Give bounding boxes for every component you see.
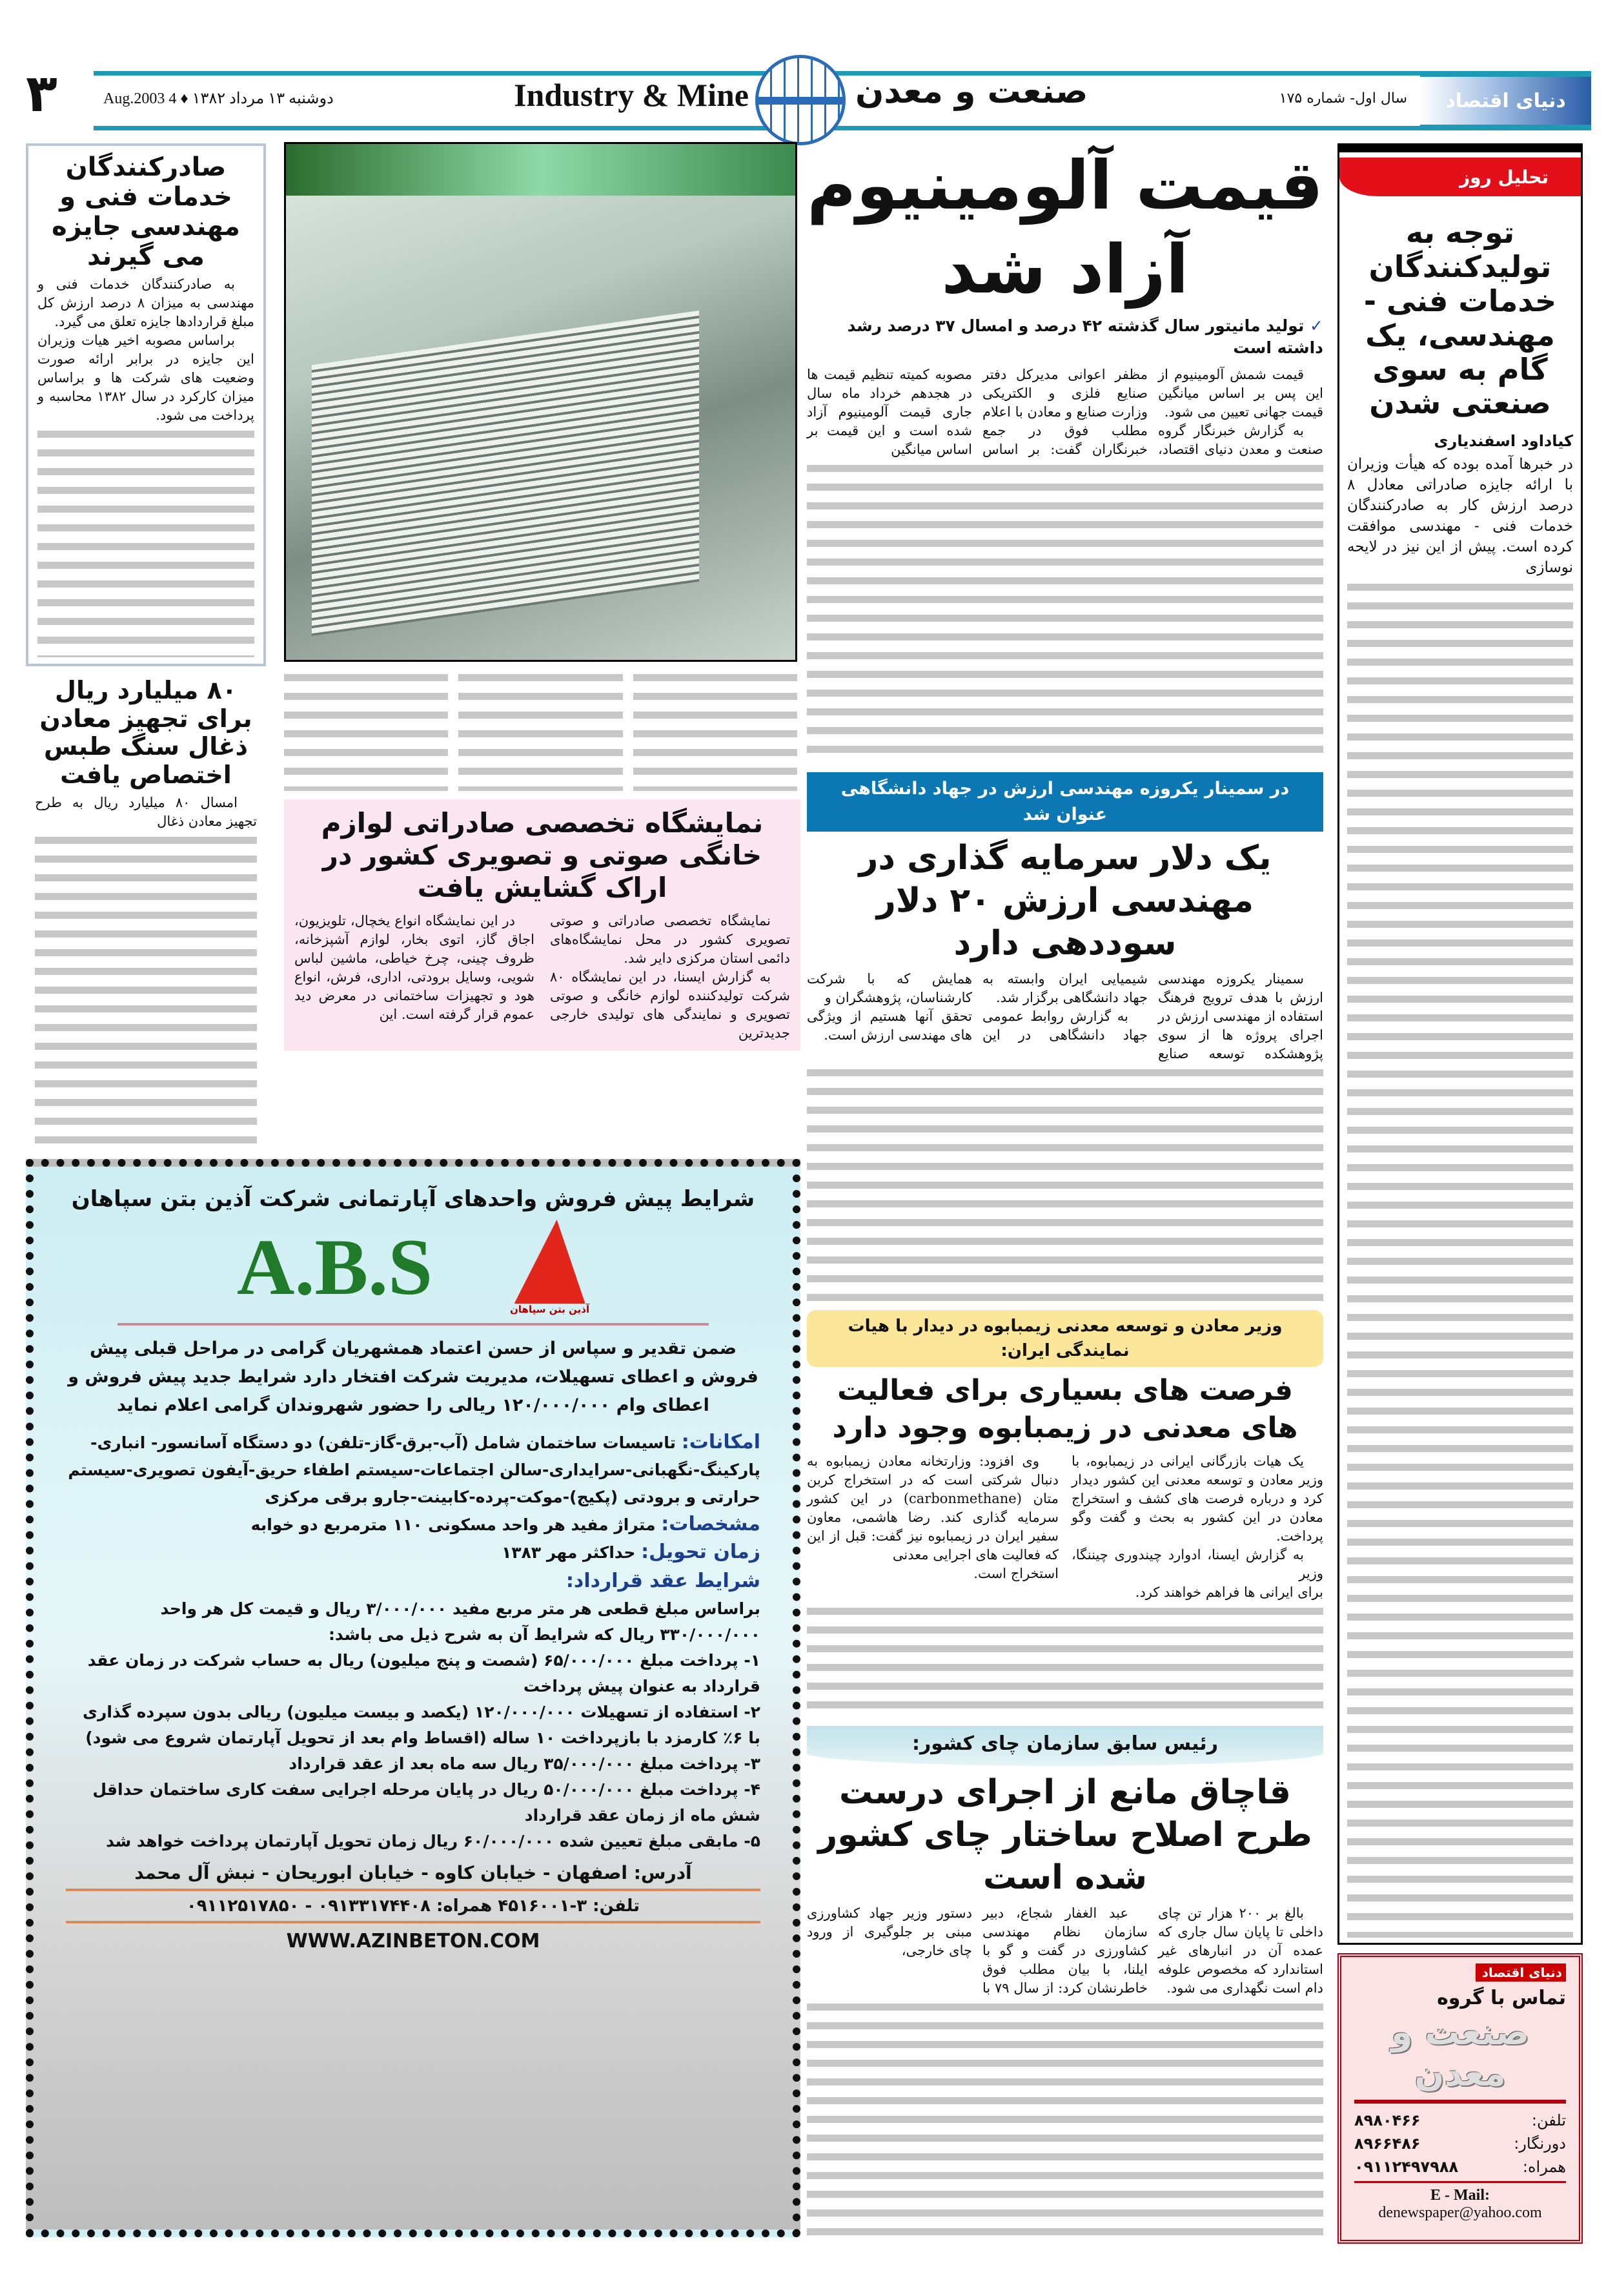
ad-term-3: ۳- پرداخت مبلغ ۳۵/۰۰۰/۰۰۰ ریال سه ماه بعد از عقد قرارداد <box>289 1754 760 1773</box>
issue-number: سال اول- شماره ۱۷۵ <box>1279 90 1407 107</box>
aluminum-text-lines <box>807 459 1323 763</box>
left2-p1: امسال ۸۰ میلیارد ریال به طرح تجهیز معادن ذغال <box>35 794 257 829</box>
email-label: E - Mail: <box>1430 2187 1490 2204</box>
ad-brand-row <box>66 1220 760 1315</box>
aluminum-headline-1: قیمت آلومینیوم <box>807 146 1323 225</box>
ad-delivery-label: زمان تحویل: <box>641 1541 760 1563</box>
left1-headline: صادرکنندگان خدمات فنی و مهندسی جایزه می گیرند <box>52 152 240 271</box>
aluminum-body <box>807 365 1323 763</box>
ad-facilities-label: امکانات: <box>681 1431 760 1453</box>
middle-text-lines <box>284 668 448 791</box>
exhibition-p3: در این نمایشگاه انواع یخچال، تلویزیون، اجاق گاز، اتوی بخار، لوازم آشپزخانه، ظروف چینی، چرخ خیاطی، ماشین لباس شویی، وسایل برودتی، اداری، فرش، انواع هود و تجهیزات ساختمانی در معرض دید عموم قرار گرفته است. این <box>294 913 534 1022</box>
mobile-label: همراه: <box>1522 2158 1566 2176</box>
tea-headline: قاچاق مانع از اجرای درست طرح اصلاح ساختار چای کشور شده است <box>818 1773 1312 1897</box>
ad-specs-text: متراژ مفید هر واحد مسکونی ۱۱۰ مترمربع دو خوابه <box>250 1515 656 1534</box>
ad-delivery-text: حداکثر مهر ۱۳۸۳ <box>502 1543 636 1562</box>
zimbabwe-body <box>807 1452 1323 1717</box>
seminar-body <box>807 970 1323 1301</box>
contact-phone-row <box>1354 2111 1566 2129</box>
fax-value: ۸۹۶۶۴۸۶ <box>1354 2135 1421 2153</box>
aluminum-subhead-text: تولید مانیتور سال گذشته ۴۲ درصد و امسال ۳۷ درصد رشد داشته است <box>847 316 1323 357</box>
phone-value: ۸۹۸۰۴۶۶ <box>1354 2111 1421 2129</box>
ad-term-1: ۱- پرداخت مبلغ ۶۵/۰۰۰/۰۰۰ (شصت و پنج میلیون) ریال به حساب شرکت در زمان عقد قرارداد به عنوان پیش پرداخت <box>87 1651 760 1696</box>
ad-facilities-text: تاسیسات ساختمان شامل (آب-برق-گاز-تلفن) دو دستگاه آسانسور- انباری-پارکینگ-نگهبانی-سرایداری-سالن اجتماعات-سیستم اطفاء حریق-آیفون تصویری-سیستم حرارتی و برودتی (پکیج)-موکت-پرده-کابینت-جارو برقی مرکزی <box>68 1433 760 1506</box>
aluminum-columns <box>807 365 1323 459</box>
contact-divider-2 <box>1354 2181 1566 2183</box>
editorial-author: کیاداود اسفندیاری <box>1434 432 1573 451</box>
exhibition-col-2 <box>294 912 534 1043</box>
tea-text-lines <box>807 1998 1323 2235</box>
aluminum-sheets-photo <box>284 142 797 662</box>
left2-headline: ۸۰ میلیارد ریال برای تجهیز معادن ذغال سنگ طبس اختصاص یافت <box>39 676 252 790</box>
tea-p1: بالغ بر ۲۰۰ هزار تن چای داخلی تا پایان سال جاری که عمده آن در انبارهای غیر استاندارد که مخصوص علوفه دام است نگهداری می شود. <box>1158 1905 1323 1996</box>
seminar-p2: به گزارش روابط عمومی جهاد دانشگاهی در این همایش که با شرکت کارشناسان، پژوهشگران و <box>807 970 1148 1043</box>
editorial-paragraph: در خبرها آمده بوده که هیأت وزیران با ارائه جایزه صادراتی معادل ۸ درصد ارزش کار به صادرکنندگان خدمات فنی - مهندسی موافقت کرده است. پیش از این نیز در لایحه نوسازی <box>1347 456 1573 577</box>
zimbabwe-p3: وی افزود: وزارتخانه معادن زیمبابوه به دنبال شرکتی است که در استخراج کربن متان (carbonmethane) در این کشور سرمایه گذاری کند. رضا هاشمی، معاون سفیر ایران در زیمبابوه نیز گفت: قبل از این که فعالیت های اجرایی معدنی <box>807 1453 1059 1563</box>
zimbabwe-p5: استخراج است. <box>973 1565 1059 1581</box>
contact-brand: صنعت و معدن <box>1390 2012 1530 2094</box>
zimbabwe-text-lines <box>807 1602 1323 1717</box>
header-date: دوشنبه ۱۳ مرداد ۱۳۸۲ ♦ 4 Aug.2003 <box>103 90 334 107</box>
exhibition-p1: نمایشگاه تخصصی صادراتی و صوتی تصویری کشور در محل نمایشگاه‌های دائمی استان مرکزی دایر شد. <box>550 913 790 966</box>
center-column <box>807 143 1323 2235</box>
ad-terms-intro: براساس مبلغ قطعی هر متر مربع مفید ۳/۰۰۰/۰۰۰ ریال و قیمت کل هر واحد ۳۳۰/۰۰۰/۰۰۰ ریال که شرایط آن به شرح ذیل می باشد: <box>160 1599 760 1644</box>
zimbabwe-p1: یک هیات بازرگانی ایرانی در زیمبابوه، با وزیر معادن و توسعه معدنی این کشور دیدار کرد و درباره فرصت های کشف و استخراج معادن در این کشور به بحث و گفت وگو پرداخت. <box>1072 1453 1323 1544</box>
left1-p1: به صادرکنندگان خدمات فنی و مهندسی به میزان ۸ درصد ارزش کل مبلغ قراردادها جایزه تعلق می گیرد. <box>37 276 254 329</box>
exhibition-col-1 <box>550 912 790 1043</box>
mobile-value: ۰۹۱۱۲۴۹۷۹۸۸ <box>1354 2158 1459 2176</box>
contact-divider <box>1354 2100 1566 2104</box>
zimbabwe-kicker: وزیر معادن و توسعه معدنی زیمبابوه در دیدار با هیات نمایندگی ایران: <box>807 1310 1323 1367</box>
left1-p2: براساس مصوبه اخیر هیات وزیران این جایزه در برابر ارائه صورت وضعیت های شرکت ها و براساس میزان کارکرد در سال ۱۳۸۲ محاسبه و پرداخت می شود. <box>37 333 254 423</box>
tea-body <box>807 1904 1323 2235</box>
aluminum-headline-2: آزاد شد <box>941 230 1189 309</box>
email-link[interactable]: denewspaper@yahoo.com <box>1378 2204 1542 2221</box>
middle-text-lines <box>633 668 797 791</box>
aluminum-subhead <box>807 315 1323 359</box>
exhibition-body <box>294 912 790 1043</box>
tea-kicker: رئیس سابق سازمان چای کشور: <box>807 1726 1323 1766</box>
abs-advertisement <box>26 1159 800 2237</box>
ad-logo-caption: آذین بتن سپاهان <box>510 1304 590 1315</box>
ad-arc-title: شرایط پیش فروش واحدهای آپارتمانی شرکت آذین بتن سپاهان <box>71 1186 755 1212</box>
contact-logo: دنیای اقتصاد <box>1476 1963 1566 1982</box>
left-article-1 <box>26 143 266 666</box>
ad-divider <box>117 1323 709 1326</box>
ad-phone: تلفن: ۳-۴۵۱۶۰۰۱ همراه: ۰۹۱۳۳۱۷۴۴۰۸ - ۰۹۱۱۲۵۱۷۸۵۰ <box>66 1896 760 1923</box>
tea-columns <box>807 1904 1323 1998</box>
exhibition-article <box>284 799 800 1051</box>
ad-delivery <box>66 1539 760 1566</box>
editorial-body-text <box>1347 578 1573 1938</box>
zimbabwe-p2: به گزارش ایسنا، ادوارد چیندوری چیننگا، وزیر <box>1072 1546 1323 1581</box>
ad-term-5: ۵- مابقی مبلغ تعیین شده ۶۰/۰۰۰/۰۰۰ ریال زمان تحویل آپارتمان پرداخت خواهد شد <box>106 1832 760 1850</box>
ad-facilities <box>66 1429 760 1511</box>
editorial-column <box>1337 143 1583 1945</box>
ad-logo <box>510 1220 589 1315</box>
ad-specs <box>66 1511 760 1539</box>
editorial-kicker: تحلیل روز <box>1339 158 1581 196</box>
seminar-headline: یک دلار سرمایه گذاری در مهندسی ارزش ۲۰ دلار سوددهی دارد <box>859 838 1272 963</box>
ad-website[interactable]: WWW.AZINBETON.COM <box>286 1930 540 1953</box>
fax-label: دورنگار: <box>1514 2135 1566 2153</box>
zimbabwe-p4: برای ایرانی ها فراهم خواهند کرد. <box>1135 1584 1323 1600</box>
ad-brand: A.B.S <box>236 1223 433 1311</box>
globe-icon <box>755 55 846 145</box>
middle-body <box>284 668 797 791</box>
contact-fax-row <box>1354 2135 1566 2153</box>
ad-term-4: ۴- پرداخت مبلغ ۵۰/۰۰۰/۰۰۰ ریال در پایان مرحله اجرایی سفت کاری ساختمان حداقل شش ماه از زمان عقد قرارداد <box>92 1780 760 1825</box>
title-persian: صنعت و معدن <box>855 72 1088 111</box>
seminar-columns <box>807 970 1323 1063</box>
triangle-logo-icon <box>514 1220 585 1304</box>
exhibition-headline: نمایشگاه تخصصی صادراتی لوازم خانگی صوتی و تصویری کشور در اراک گشایش یافت <box>321 807 764 903</box>
ad-specs-label: مشخصات: <box>661 1513 760 1535</box>
contact-mobile-row <box>1354 2158 1566 2176</box>
left2-text-lines <box>35 831 257 1144</box>
aluminum-p1: قیمت شمش آلومینیوم از این پس بر اساس میانگین قیمت جهانی تعیین می شود. <box>1158 367 1323 420</box>
ad-term-2: ۲- استفاده از تسهیلات ۱۲۰/۰۰۰/۰۰۰ (یکصد و بیست میلیون) ریالی بدون سپرده گذاری با ۶٪ کارمزد با بازپرداخت ۱۰ ساله (اقساط وام بعد از تحویل آپارتمان شروع می شود) <box>83 1703 760 1747</box>
ad-terms-label: شرایط عقد قرارداد: <box>565 1570 760 1592</box>
ad-address: آدرس: اصفهان - خیابان کاوه - خیابان ابوریحان - نبش آل محمد <box>66 1862 760 1891</box>
seminar-kicker: در سمینار یکروزه مهندسی ارزش در جهاد دانشگاهی عنوان شد <box>807 772 1323 832</box>
seminar-p3: تحقق آنها هستیم از ویژگی های مهندسی ارزش است. <box>807 1008 972 1043</box>
tea-p2: عبد الغفار شجاع، دبیر سازمان نظام مهندسی کشاورزی در گفت و گو با ایلنا، با بیان مطلب فوق خاطرنشان کرد: از سال ۷۹ با دستور وزیر جهاد کشاورزی مبنی بر جلوگیری از ورود چای خارجی، <box>807 1905 1148 1996</box>
contact-box <box>1337 1953 1583 2244</box>
zimbabwe-columns <box>807 1452 1323 1602</box>
middle-text-lines <box>458 668 622 791</box>
phone-label: تلفن: <box>1531 2111 1566 2129</box>
contact-title: تماس با گروه <box>1437 1987 1566 2009</box>
left1-text-lines <box>37 425 254 657</box>
seminar-p1: سمینار یکروزه مهندسی ارزش با هدف ترویج فرهنگ استفاده از مهندسی ارزش در اجرای پروژه ها از سوی پژوهشکده توسعه صنایع شیمیایی ایران وابسته به جهاد دانشگاهی برگزار شد. <box>982 970 1323 1061</box>
zimbabwe-headline: فرصت های بسیاری برای فعالیت های معدنی در زیمبابوه وجود دارد <box>832 1373 1298 1444</box>
page-number: ۳ <box>26 63 57 123</box>
title-english: Industry & Mine <box>514 77 749 113</box>
newspaper-logo: دنیای اقتصاد <box>1420 72 1591 129</box>
ad-intro: ضمن تقدیر و سپاس از حسن اعتماد همشهریان گرامی در مراحل قبلی پیش فروش و اعطای تسهیلات، مدیریت شرکت افتخار دارد شرایط جدید پیش فروش و اعطای وام ۱۲۰/۰۰۰/۰۰۰ ریالی را حضور شهروندان گرامی اعلام نماید <box>68 1338 758 1415</box>
seminar-text-lines <box>807 1063 1323 1301</box>
editorial-headline: توجه به تولیدکنندگان خدمات فنی - مهندسی، یک گام به سوی صنعتی شدن <box>1363 215 1557 421</box>
check-icon: ✓ <box>1304 316 1323 335</box>
exhibition-p2: به گزارش ایسنا، در این نمایشگاه ۸۰ شرکت تولیدکننده لوازم خانگی و صوتی تصویری و نمایندگی های تولیدی خارجی جدیدترین <box>550 969 790 1041</box>
aluminum-p2: به گزارش خبرنگار گروه صنعت و معدن دنیای اقتصاد، مظفر اعوانی مدیرکل دفتر صنایع فلزی و الکتریکی وزارت صنایع و معادن با اعلام مطلب فوق در جمع خبرنگاران گفت: بر اساس مصوبه کمیته تنظیم قیمت ها در هجدهم خرداد ماه سال جاری قیمت آلومینیوم آزاد شده است و این قیمت بر اساس میانگین <box>807 367 1323 457</box>
left-article-2 <box>26 671 266 1149</box>
